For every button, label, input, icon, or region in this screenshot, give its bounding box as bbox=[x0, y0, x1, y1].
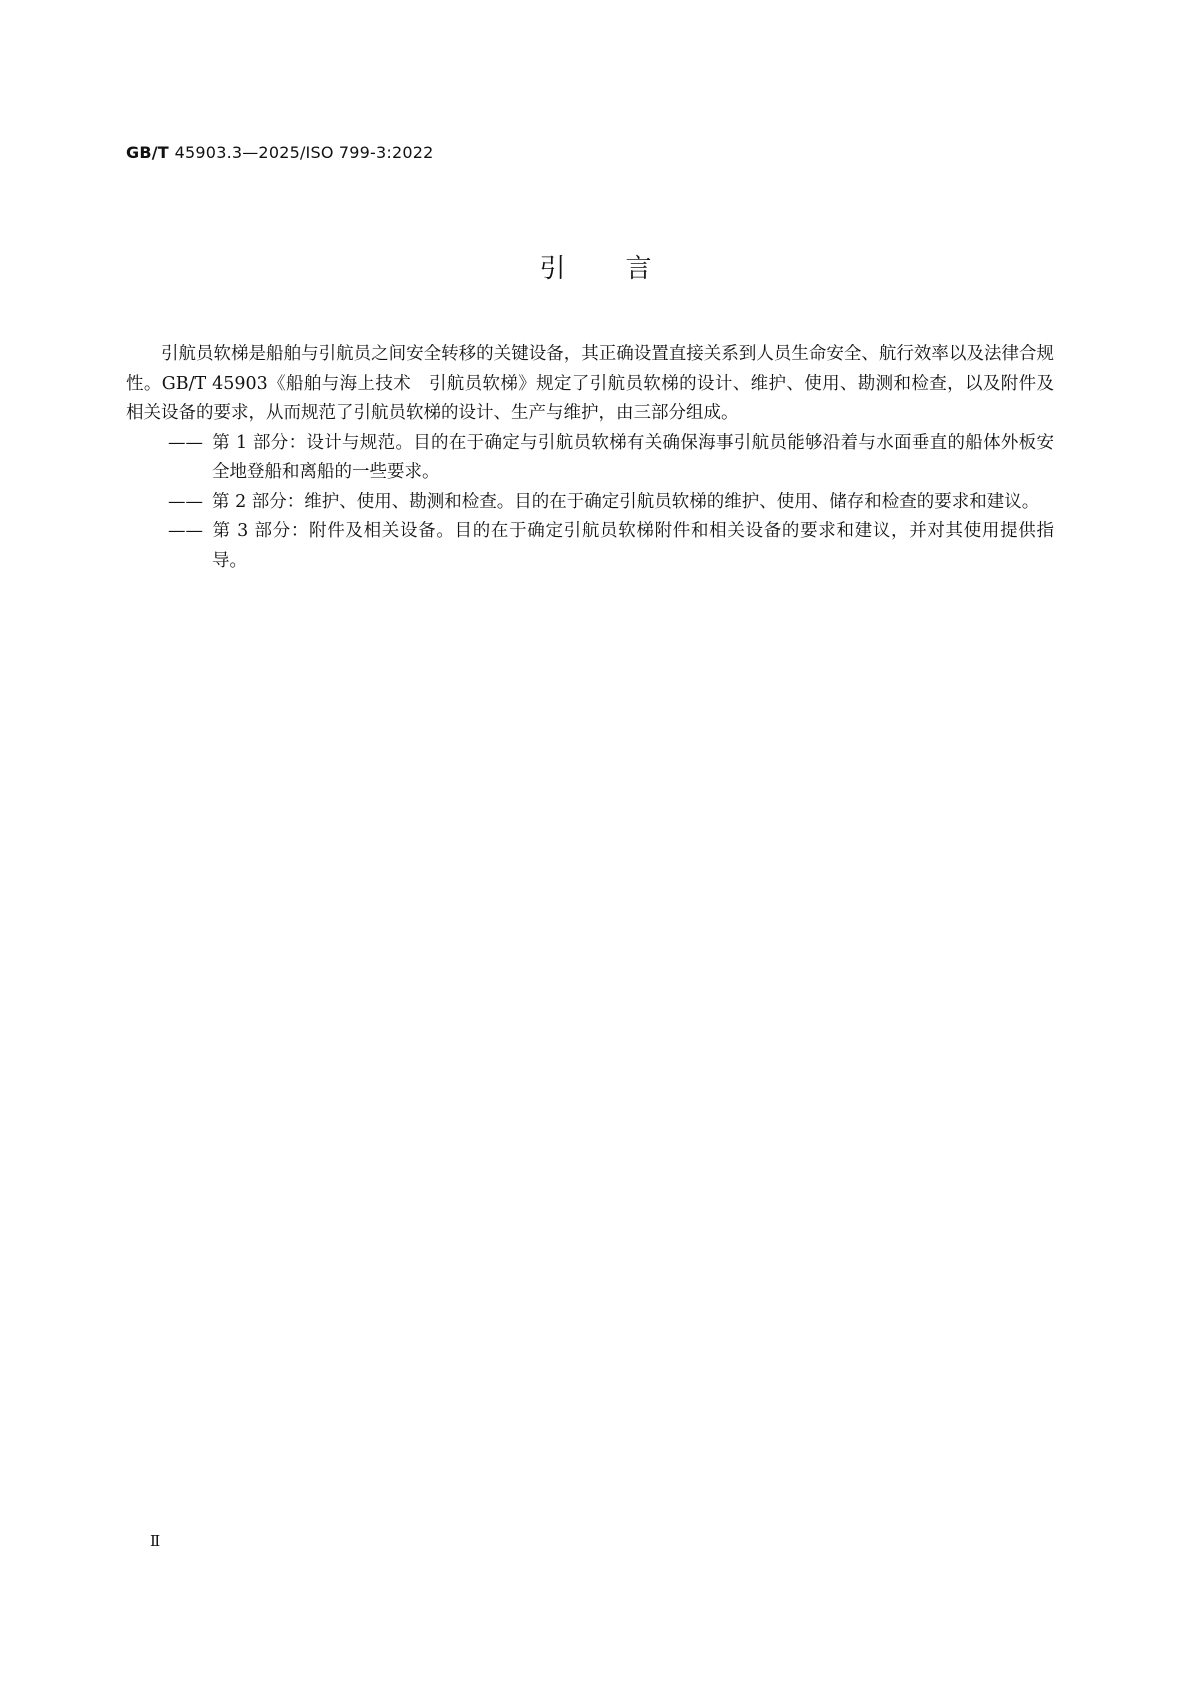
standard-designation bbox=[126, 143, 434, 162]
part-item-1 bbox=[84, 429, 1054, 488]
list-dash: —— bbox=[168, 521, 203, 541]
page-number: Ⅱ bbox=[150, 1532, 161, 1550]
standard-number: 45903.3—2025/ISO 799-3:2022 bbox=[174, 143, 434, 162]
part-item-3 bbox=[84, 517, 1054, 576]
part-text: 第 1 部分：设计与规范。目的在于确定与引航员软梯有关确保海事引航员能够沿着与水面垂直的船体外板安全地登船和离船的一些要求。 bbox=[212, 432, 1054, 482]
part-item-2 bbox=[84, 488, 1054, 518]
intro-paragraph: 引航员软梯是船舶与引航员之间安全转移的关键设备，其正确设置直接关系到人员生命安全、航行效率以及法律合规性。GB/T 45903《船舶与海上技术 引航员软梯》规定了引航员软梯的设计、维护、使用、勘测和检查，以及附件及相关设备的要求，从而规范了引航员软梯的设计、生产与维护，由三部分组成。 bbox=[126, 344, 1054, 423]
part-text: 第 3 部分：附件及相关设备。目的在于确定引航员软梯附件和相关设备的要求和建议，并对其使用提供指导。 bbox=[212, 521, 1054, 571]
parts-list bbox=[126, 429, 1054, 577]
part-text: 第 2 部分：维护、使用、勘测和检查。目的在于确定引航员软梯的维护、使用、储存和检查的要求和建议。 bbox=[212, 491, 1040, 512]
list-dash: —— bbox=[168, 491, 203, 512]
introduction-body bbox=[126, 340, 1054, 576]
standard-prefix: GB/T bbox=[126, 143, 169, 162]
list-dash: —— bbox=[168, 432, 203, 453]
section-title: 引言 bbox=[539, 254, 712, 284]
